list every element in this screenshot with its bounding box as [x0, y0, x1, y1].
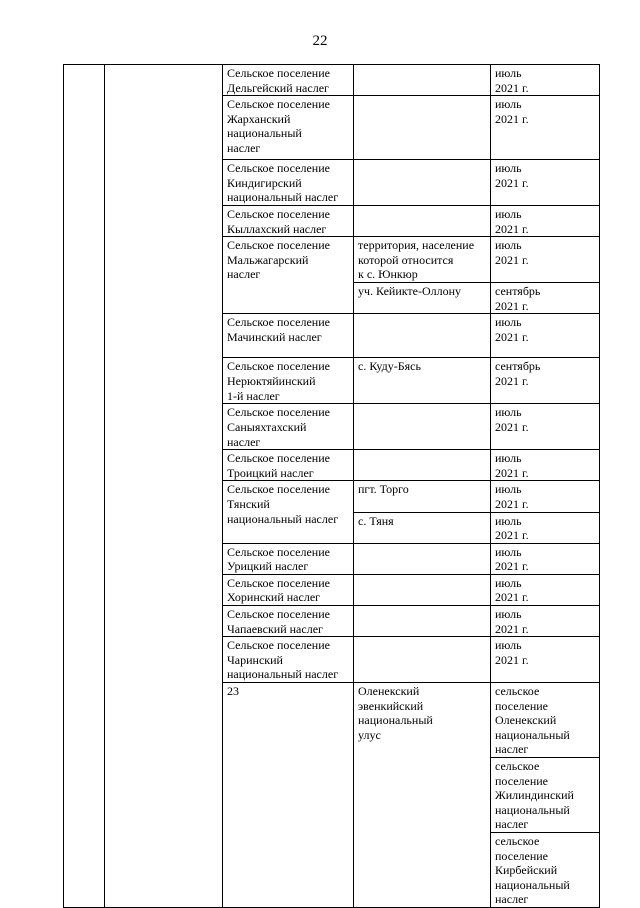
date-cell: июль 2021 г.	[491, 314, 600, 358]
page-number: 22	[312, 33, 328, 49]
schedule-table	[63, 64, 600, 908]
settlement-cell: сельское поселение Жилиндинский национальный наслег	[491, 758, 600, 833]
date-cell: июль 2021 г.	[491, 160, 600, 206]
settlement-cell: Сельское поселение Кыллахский наслег	[223, 205, 354, 236]
territory-cell	[354, 450, 491, 481]
settlement-cell: Сельское поселение Хоринский наслег	[223, 574, 354, 605]
date-cell: июль 2021 г.	[491, 512, 600, 543]
territory-cell	[354, 404, 491, 450]
date-cell: сентябрь 2021 г.	[491, 283, 600, 314]
date-cell: июль 2021 г.	[491, 404, 600, 450]
settlement-cell: сельское поселение Кирбейский национальный наслег	[491, 832, 600, 907]
district-number-cell	[64, 65, 105, 908]
territory-cell: уч. Кейикте-Оллону	[354, 283, 491, 314]
date-cell: июль 2021 г.	[491, 65, 600, 96]
settlement-cell: Сельское поселение Мачинский наслег	[223, 314, 354, 358]
settlement-cell: Сельское поселение Урицкий наслег	[223, 543, 354, 574]
territory-cell	[354, 65, 491, 96]
settlement-cell: Сельское поселение Жарханский национальный наслег	[223, 96, 354, 160]
settlement-cell: Сельское поселение Дельгейский наслег	[223, 65, 354, 96]
settlement-cell: Сельское поселение Тянский национальный наслег	[223, 481, 354, 543]
territory-cell: с. Тяня	[354, 512, 491, 543]
territory-cell	[354, 637, 491, 683]
settlement-cell: сельское поселение Оленекский национальный наслег	[491, 683, 600, 758]
date-cell: июль 2021 г.	[491, 574, 600, 605]
date-cell: июль 2021 г.	[491, 543, 600, 574]
territory-cell	[354, 543, 491, 574]
territory-cell	[354, 160, 491, 206]
date-cell: сентябрь 2021 г.	[491, 358, 600, 404]
territory-cell: пгт. Торго	[354, 481, 491, 512]
settlement-cell: Сельское поселение Чаринский национальный наслег	[223, 637, 354, 683]
territory-cell	[354, 314, 491, 358]
territory-cell	[354, 606, 491, 637]
date-cell: июль 2021 г.	[491, 637, 600, 683]
territory-cell: с. Куду-Бясь	[354, 358, 491, 404]
table-row	[64, 65, 600, 96]
settlement-cell: Сельское поселение Чапаевский наслег	[223, 606, 354, 637]
date-cell: июль 2021 г.	[491, 205, 600, 236]
settlement-cell: Сельское поселение Мальжагарский наслег	[223, 237, 354, 314]
date-cell: июль 2021 г.	[491, 450, 600, 481]
date-cell: июль 2021 г.	[491, 96, 600, 160]
settlement-cell: Сельское поселение Киндигирский национальный наслег	[223, 160, 354, 206]
district-name-cell: Оленекский эвенкийский национальный улус	[354, 683, 491, 908]
settlement-cell: Сельское поселение Нерюктяйинский 1-й наслег	[223, 358, 354, 404]
territory-cell	[354, 205, 491, 236]
territory-cell	[354, 96, 491, 160]
date-cell: июль 2021 г.	[491, 481, 600, 512]
date-cell: июль 2021 г.	[491, 606, 600, 637]
territory-cell	[354, 574, 491, 605]
settlement-cell: Сельское поселение Саныяхтахский наслег	[223, 404, 354, 450]
date-cell: июль 2021 г.	[491, 237, 600, 283]
district-name-cell	[105, 65, 223, 908]
district-number-cell: 23	[223, 683, 354, 908]
territory-cell: территория, население которой относится к с. Юнкюр	[354, 237, 491, 283]
settlement-cell: Сельское поселение Троицкий наслег	[223, 450, 354, 481]
